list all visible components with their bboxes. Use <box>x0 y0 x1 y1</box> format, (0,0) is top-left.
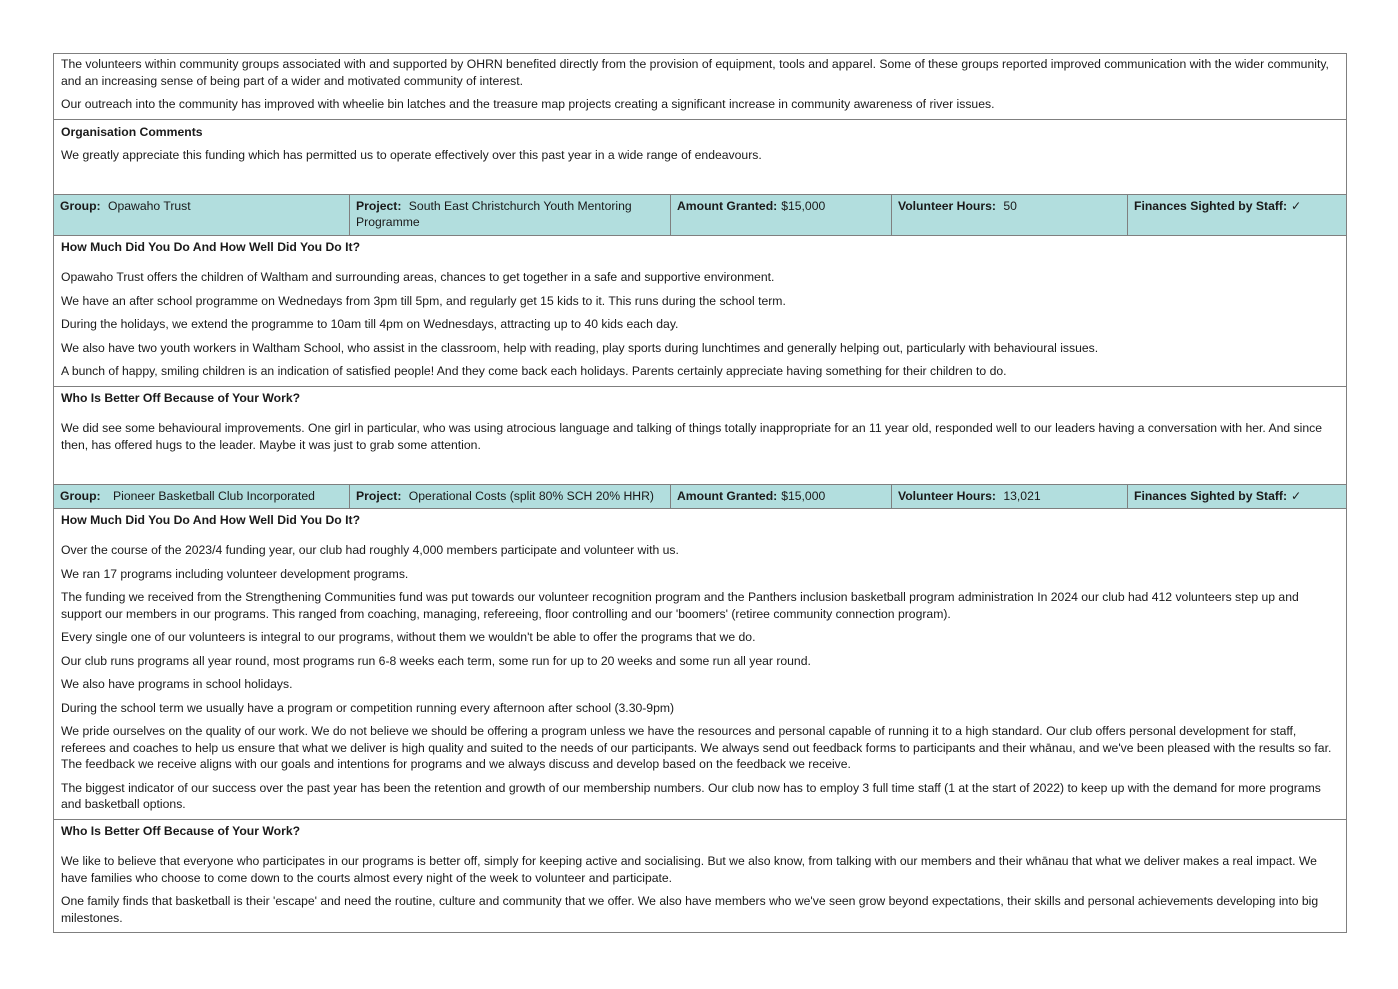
how-much-paragraph: We have an after school programme on Wednedays from 3pm till 5pm, and regularly get 15 kids to it. This runs during the school term. <box>61 293 786 308</box>
amount-value: $15,000 <box>781 198 826 213</box>
group-label: Group: <box>60 488 101 503</box>
how-much-paragraph: We pride ourselves on the quality of our work. We do not believe we should be offering a program unless we have the resources and personal capable of running it to a high standard. Our club offers personal development for staff, referees and coaches to help us ensure that what we deliver is high quality and suited to the needs of our participants. We always send out feedback forms to participants and their whānau, and we've been pleased with the results so far. The feedback we receive aligns with our goals and intentions for programs and we always discuss and develop based on the feedback we receive. <box>61 724 1332 771</box>
how-much-section <box>54 236 1346 387</box>
amount-label: Amount Granted: <box>677 198 778 213</box>
how-much-paragraph: During the holidays, we extend the programme to 10am till 4pm on Wednesdays, attracting up to 40 kids each day. <box>61 317 679 331</box>
how-much-paragraph: During the school term we usually have a program or competition running every afternoon after school (3.30-9pm) <box>61 700 675 715</box>
project-label: Project: <box>356 488 402 503</box>
project-value: South East Christchurch Youth Mentoring Programme <box>356 198 632 229</box>
amount-value: $15,000 <box>781 488 826 503</box>
how-much-paragraph: We also have two youth workers in Waltham School, who assist in the classroom, help with reading, play sports during lunchtimes and generally helping out, particularly with behavioural issues. <box>61 340 1099 355</box>
how-much-paragraph: We ran 17 programs including volunteer development programs. <box>61 566 409 581</box>
amount-cell <box>671 485 892 508</box>
how-much-paragraph: The biggest indicator of our success over the past year has been the retention and growth of our membership numbers. Our club now has to employ 3 full time staff (1 at the start of 2022) to keep up with the demand for more programs and basketball options. <box>61 780 1321 811</box>
finances-label: Finances Sighted by Staff: <box>1134 198 1288 213</box>
group-cell <box>54 485 350 508</box>
project-label: Project: <box>356 198 402 213</box>
finances-label: Finances Sighted by Staff: <box>1134 488 1288 503</box>
better-off-heading: Who Is Better Off Because of Your Work? <box>61 823 301 838</box>
grant-header-row <box>54 195 1346 236</box>
how-much-section <box>54 509 1346 820</box>
better-off-heading: Who Is Better Off Because of Your Work? <box>61 390 301 405</box>
group-cell <box>54 195 350 235</box>
better-off-paragraph: We like to believe that everyone who participates in our programs is better off, simply for keeping active and socialising. But we also know, from talking with our members and their whānau that what we deliver makes a real impact. We have families who choose to come down to the courts almost every night of the week to volunteer and participate. <box>61 854 1317 885</box>
intro-paragraph: Our outreach into the community has improved with wheelie bin latches and the treasure map projects creating a significant increase in community awareness of river issues. <box>61 97 995 111</box>
group-value: Pioneer Basketball Club Incorporated <box>113 488 315 503</box>
grant-header-row <box>54 485 1346 509</box>
how-much-heading: How Much Did You Do And How Well Did You Do It? <box>61 512 361 527</box>
project-cell <box>350 195 671 235</box>
hours-label: Volunteer Hours: <box>898 488 996 503</box>
how-much-paragraph: Every single one of our volunteers is integral to our programs, without them we wouldn't be able to offer the programs that we do. <box>61 630 756 644</box>
hours-cell <box>892 485 1128 508</box>
project-cell <box>350 485 671 508</box>
hours-cell <box>892 195 1128 235</box>
how-much-heading: How Much Did You Do And How Well Did You Do It? <box>61 239 361 254</box>
org-comments-heading: Organisation Comments <box>61 124 203 139</box>
check-icon: ✓ <box>1291 488 1302 503</box>
group-value: Opawaho Trust <box>108 198 191 213</box>
better-off-section <box>54 387 1346 485</box>
how-much-paragraph: We also have programs in school holidays. <box>61 677 293 691</box>
project-value: Operational Costs (split 80% SCH 20% HHR) <box>408 488 654 503</box>
how-much-paragraph: The funding we received from the Strengthening Communities fund was put towards our volunteer recognition program and the Panthers inclusion basketball program administration In 2024 our club had 412 volunteers step up and support our members in our programs. This ranged from coaching, managing, refereeing, floor controlling and our 'boomers' (retiree community connection program). <box>61 590 1299 621</box>
how-much-paragraph: Our club runs programs all year round, most programs run 6-8 weeks each term, some run for up to 20 weeks and some run all year round. <box>61 653 811 668</box>
org-comments-section <box>54 120 1346 195</box>
finances-cell <box>1128 485 1346 508</box>
report-document <box>53 53 1347 933</box>
org-comments-text: We greatly appreciate this funding which has permitted us to operate effectively over this past year in a wide range of endeavours. <box>61 148 762 162</box>
amount-label: Amount Granted: <box>677 488 778 503</box>
better-off-section <box>54 820 1346 933</box>
how-much-paragraph: Opawaho Trust offers the children of Waltham and surrounding areas, chances to get together in a safe and supportive environment. <box>61 270 775 284</box>
better-off-paragraph: We did see some behavioural improvements. One girl in particular, who was using atrocious language and talking of things totally inappropriate for an 11 year old, responded well to our leaders having a conversation with her. And since then, has offered hugs to the leader. Maybe it was just to grab some attention. <box>61 421 1323 452</box>
hours-value: 50 <box>1003 198 1017 213</box>
intro-paragraph: The volunteers within community groups associated with and supported by OHRN benefited directly from the provision of equipment, tools and apparel. Some of these groups reported improved communication with the wider community, and an increasing sense of being part of a wider and motivated community of interest. <box>61 57 1329 88</box>
better-off-paragraph: One family finds that basketball is their 'escape' and need the routine, culture and community that we offer. We also have members who we've seen grow beyond expectations, their skills and personal achievements developing into big milestones. <box>61 894 1319 925</box>
amount-cell <box>671 195 892 235</box>
how-much-paragraph: A bunch of happy, smiling children is an indication of satisfied people! And they come back each holidays. Parents certainly appreciate having something for their children to do. <box>61 364 1007 378</box>
finances-cell <box>1128 195 1346 235</box>
intro-section <box>54 54 1346 120</box>
check-icon: ✓ <box>1291 198 1302 213</box>
group-label: Group: <box>60 198 101 213</box>
hours-label: Volunteer Hours: <box>898 198 996 213</box>
how-much-paragraph: Over the course of the 2023/4 funding year, our club had roughly 4,000 members participate and volunteer with us. <box>61 543 679 557</box>
hours-value: 13,021 <box>1003 488 1041 503</box>
